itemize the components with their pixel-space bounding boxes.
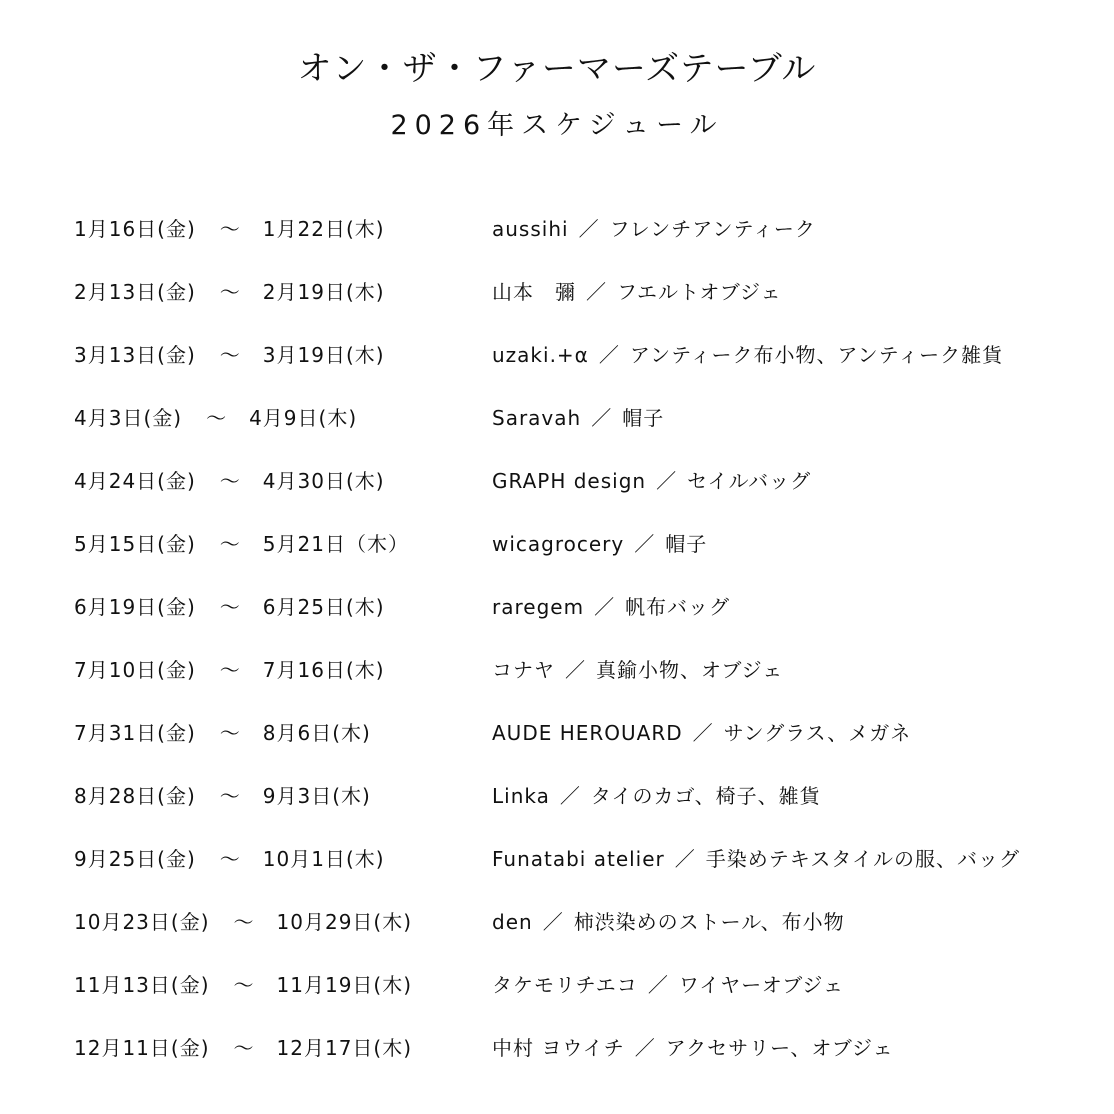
page-subtitle: 2026年スケジュール xyxy=(390,110,724,141)
separator-slash: ／ xyxy=(692,721,714,745)
range-tilde: 〜 xyxy=(233,910,255,934)
schedule-row xyxy=(74,525,1104,588)
range-tilde: 〜 xyxy=(219,280,241,304)
start-date: 3月13日(金) xyxy=(74,343,196,367)
exhibit-items: 帆布バッグ xyxy=(625,595,731,619)
schedule-row xyxy=(74,966,1104,1029)
exhibit-items: 帽子 xyxy=(665,532,708,556)
exhibition-info xyxy=(492,588,1104,626)
end-date: 6月25日(木) xyxy=(262,595,385,619)
exhibition-info xyxy=(492,777,1104,815)
start-date: 7月31日(金) xyxy=(74,721,196,745)
date-range xyxy=(74,1029,492,1067)
exhibitor-name: Saravah xyxy=(492,406,582,430)
separator-slash: ／ xyxy=(565,658,586,682)
range-tilde: 〜 xyxy=(219,469,241,493)
date-range xyxy=(74,273,492,311)
page-title: オン・ザ・ファーマーズテーブル xyxy=(297,49,817,89)
schedule-row xyxy=(74,840,1104,903)
exhibition-info xyxy=(492,336,1104,374)
schedule-row xyxy=(74,210,1104,273)
schedule-row xyxy=(74,777,1104,840)
start-date: 6月19日(金) xyxy=(74,595,196,619)
exhibit-items: サングラス、メガネ xyxy=(723,721,912,745)
exhibition-info xyxy=(492,462,1104,500)
range-tilde: 〜 xyxy=(233,1036,255,1060)
start-date: 12月11日(金) xyxy=(74,1036,210,1060)
date-range xyxy=(74,903,492,941)
exhibit-items: 真鍮小物、オブジェ xyxy=(596,658,784,682)
exhibitor-name: raregem xyxy=(492,595,585,619)
separator-slash: ／ xyxy=(591,406,613,430)
separator-slash: ／ xyxy=(542,910,564,934)
separator-slash: ／ xyxy=(674,847,696,871)
exhibitor-name: den xyxy=(492,910,533,934)
exhibit-items: ワイヤーオブジェ xyxy=(678,973,845,997)
exhibitor-name: コナヤ xyxy=(492,658,555,682)
end-date: 8月6日(木) xyxy=(262,721,371,745)
range-tilde: 〜 xyxy=(219,343,241,367)
exhibition-info xyxy=(492,651,1104,689)
start-date: 9月25日(金) xyxy=(74,847,196,871)
date-range xyxy=(74,210,492,248)
exhibit-items: 手染めテキスタイルの服、バッグ xyxy=(705,847,1020,871)
end-date: 11月19日(木) xyxy=(276,973,413,997)
end-date: 9月3日(木) xyxy=(262,784,371,808)
exhibit-items: 帽子 xyxy=(622,406,665,430)
exhibition-info xyxy=(492,840,1104,878)
schedule-row xyxy=(74,462,1104,525)
date-range xyxy=(74,462,492,500)
exhibit-items: フエルトオブジェ xyxy=(617,280,782,304)
schedule-row xyxy=(74,336,1104,399)
end-date: 4月30日(木) xyxy=(262,469,385,493)
end-date: 3月19日(木) xyxy=(262,343,385,367)
start-date: 4月24日(金) xyxy=(74,469,196,493)
start-date: 4月3日(金) xyxy=(74,406,183,430)
separator-slash: ／ xyxy=(559,784,581,808)
start-date: 7月10日(金) xyxy=(74,658,196,682)
exhibition-info xyxy=(492,210,1104,248)
start-date: 8月28日(金) xyxy=(74,784,196,808)
date-range xyxy=(74,336,492,374)
date-range xyxy=(74,525,492,563)
exhibition-info xyxy=(492,903,1104,941)
date-range xyxy=(74,651,492,689)
exhibition-info xyxy=(492,966,1104,1004)
end-date: 10月29日(木) xyxy=(276,910,413,934)
range-tilde: 〜 xyxy=(219,721,241,745)
range-tilde: 〜 xyxy=(219,847,241,871)
schedule-row xyxy=(74,588,1104,651)
separator-slash: ／ xyxy=(578,217,600,241)
end-date: 1月22日(木) xyxy=(262,217,385,241)
range-tilde: 〜 xyxy=(219,532,241,556)
exhibition-info xyxy=(492,714,1104,752)
schedule-row xyxy=(74,714,1104,777)
range-tilde: 〜 xyxy=(206,406,228,430)
start-date: 11月13日(金) xyxy=(74,973,210,997)
exhibit-items: タイのカゴ、椅子、雑貨 xyxy=(590,784,821,808)
schedule-row xyxy=(74,651,1104,714)
end-date: 7月16日(木) xyxy=(262,658,385,682)
start-date: 10月23日(金) xyxy=(74,910,210,934)
schedule-row xyxy=(74,399,1104,462)
date-range xyxy=(74,966,492,1004)
start-date: 5月15日(金) xyxy=(74,532,196,556)
range-tilde: 〜 xyxy=(219,217,241,241)
date-range xyxy=(74,777,492,815)
exhibitor-name: タケモリチエコ xyxy=(492,973,638,997)
range-tilde: 〜 xyxy=(219,658,241,682)
date-range xyxy=(74,399,492,437)
end-date: 10月1日(木) xyxy=(262,847,385,871)
start-date: 1月16日(金) xyxy=(74,217,196,241)
range-tilde: 〜 xyxy=(219,595,241,619)
end-date: 5月21日（木） xyxy=(262,532,409,556)
date-range xyxy=(74,588,492,626)
start-date: 2月13日(金) xyxy=(74,280,196,304)
range-tilde: 〜 xyxy=(233,973,255,997)
exhibit-items: アンティーク布小物、アンティーク雑貨 xyxy=(629,343,1004,367)
exhibitor-name: aussihi xyxy=(492,217,569,241)
schedule-list xyxy=(74,210,1104,1092)
exhibitor-name: 山本 彌 xyxy=(492,280,576,304)
exhibit-items: アクセサリー、オブジェ xyxy=(665,1036,894,1060)
date-range xyxy=(74,714,492,752)
exhibit-items: セイルバッグ xyxy=(687,469,812,493)
schedule-row xyxy=(74,903,1104,966)
exhibition-info xyxy=(492,273,1104,311)
exhibitor-name: Funatabi atelier xyxy=(492,847,665,871)
end-date: 2月19日(木) xyxy=(262,280,385,304)
separator-slash: ／ xyxy=(656,469,678,493)
separator-slash: ／ xyxy=(586,280,607,304)
range-tilde: 〜 xyxy=(219,784,241,808)
exhibitor-name: uzaki.+α xyxy=(492,343,589,367)
separator-slash: ／ xyxy=(647,973,669,997)
exhibitor-name: wicagrocery xyxy=(492,532,625,556)
exhibitor-name: Linka xyxy=(492,784,550,808)
separator-slash: ／ xyxy=(634,532,656,556)
schedule-row xyxy=(74,1029,1104,1092)
exhibitor-name: 中村 ヨウイチ xyxy=(492,1036,625,1060)
exhibition-info xyxy=(492,525,1104,563)
end-date: 12月17日(木) xyxy=(276,1036,413,1060)
exhibitor-name: AUDE HEROUARD xyxy=(492,721,683,745)
separator-slash: ／ xyxy=(634,1036,656,1060)
separator-slash: ／ xyxy=(598,343,620,367)
end-date: 4月9日(木) xyxy=(249,406,358,430)
exhibit-items: 柿渋染めのストール、布小物 xyxy=(573,910,845,934)
exhibition-info xyxy=(492,399,1104,437)
schedule-row xyxy=(74,273,1104,336)
separator-slash: ／ xyxy=(594,595,616,619)
exhibition-info xyxy=(492,1029,1104,1067)
date-range xyxy=(74,840,492,878)
exhibit-items: フレンチアンティーク xyxy=(609,217,816,241)
exhibitor-name: GRAPH design xyxy=(492,469,647,493)
